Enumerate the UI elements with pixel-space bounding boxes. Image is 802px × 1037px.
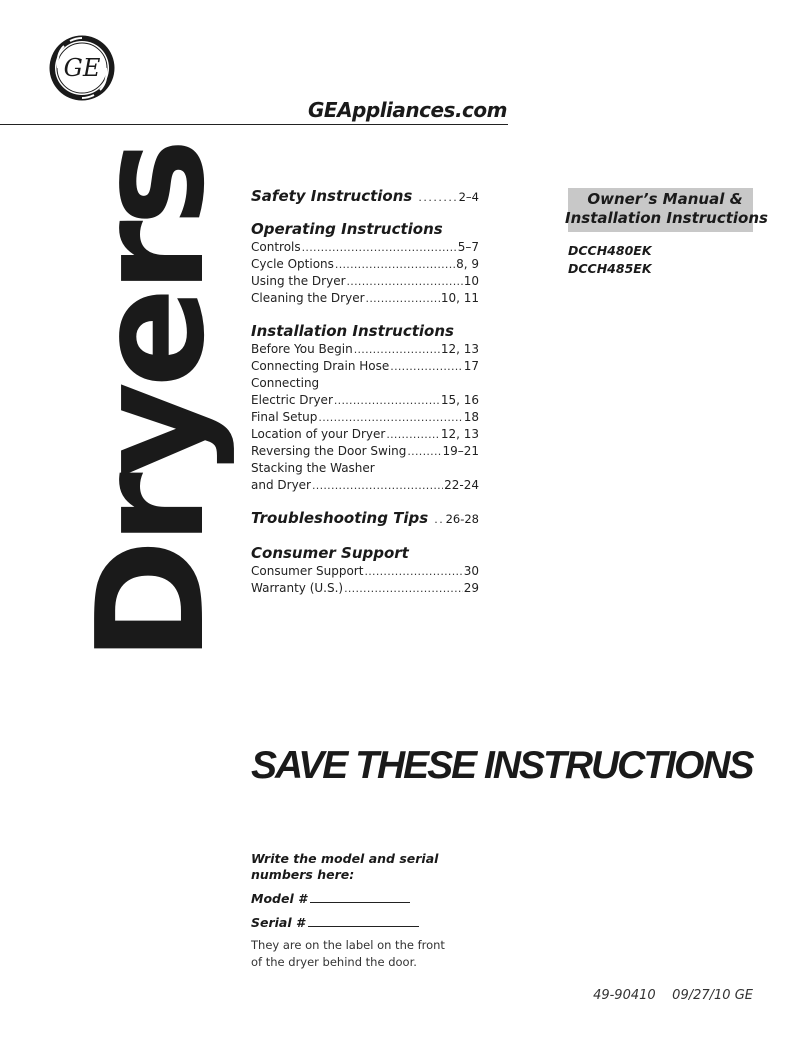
model-number: DCCH480EK [568,243,652,258]
record-prompt: Write the model and serial numbers here: [251,851,439,882]
toc-troubleshooting[interactable] [251,508,479,530]
model-number: DCCH485EK [568,261,652,276]
toc-entry[interactable] [251,409,479,426]
toc-entry-pages: 18 [463,410,479,424]
toc-entry[interactable] [251,358,479,375]
toc-entry[interactable] [251,392,479,409]
toc-entry[interactable] [251,477,479,494]
toc-safety-pages: 2–4 [458,190,479,204]
document-number: 49-90410 09/27/10 GE [593,988,753,1003]
serial-write-line[interactable] [308,914,419,927]
toc-entry-pages: 19–21 [442,444,479,458]
save-instructions-heading: SAVE THESE INSTRUCTIONS [251,744,753,787]
toc-entry-label: Connecting Drain Hose [251,359,390,373]
manual-title [565,190,768,228]
toc-entry-label: Controls [251,240,301,254]
toc-entry-label: Before You Begin [251,342,353,356]
toc-entry-pages: 30 [463,564,479,578]
toc-operating-heading[interactable]: Operating Instructions [251,220,443,238]
toc-entry[interactable] [251,443,479,460]
toc-entry-label: and Dryer [251,478,311,492]
toc-entry[interactable] [251,273,479,290]
toc-entry[interactable] [251,256,479,273]
leader-dots [418,188,456,208]
leader-dots [434,510,443,530]
table-of-contents [251,186,479,597]
toc-safety[interactable] [251,186,479,208]
toc-entry-label: Reversing the Door Swing [251,444,407,458]
website-url: GEAppliances.com [308,98,507,122]
toc-entry-label: Cycle Options [251,257,334,271]
toc-entry-pages: 10 [463,274,479,288]
toc-entry[interactable] [251,341,479,358]
toc-entry-label: Warranty (U.S.) [251,581,344,595]
toc-entry-pages: 12, 13 [440,427,479,441]
toc-entry-label: Consumer Support [251,564,364,578]
toc-consumer-heading[interactable]: Consumer Support [251,544,409,562]
logo-text: GE [63,54,101,82]
model-field-label: Model # [251,891,307,906]
toc-entry-label: Final Setup [251,410,318,424]
toc-entry-pages: 12, 13 [440,342,479,356]
toc-entry[interactable] [251,290,479,307]
toc-entry-label-line[interactable]: Stacking the Washer [251,461,375,475]
serial-field[interactable] [251,914,419,930]
toc-entry-pages: 17 [463,359,479,373]
manual-title-line2: Installation Instructions [565,209,768,227]
toc-entry-label: Location of your Dryer [251,427,386,441]
toc-troubleshooting-label: Troubleshooting Tips [251,509,429,527]
toc-entry-pages: 15, 16 [440,393,479,407]
toc-entry[interactable] [251,580,479,597]
toc-entry[interactable] [251,563,479,580]
toc-entry[interactable] [251,239,479,256]
serial-field-label: Serial # [251,915,305,930]
toc-troubleshooting-pages: 26-28 [445,512,479,526]
toc-safety-label: Safety Instructions [251,187,413,205]
toc-entry-pages: 8, 9 [456,257,479,271]
header-rule [0,124,508,125]
toc-entry-label: Electric Dryer [251,393,333,407]
toc-entry[interactable] [251,426,479,443]
label-location-note: They are on the label on the front of the dryer behind the door. [251,938,445,969]
model-write-line[interactable] [310,890,410,903]
toc-entry-pages: 29 [463,581,479,595]
toc-entry-label: Cleaning the Dryer [251,291,365,305]
toc-entry-pages: 22-24 [444,478,479,492]
toc-installation-heading[interactable]: Installation Instructions [251,322,454,340]
toc-entry-pages: 10, 11 [440,291,479,305]
product-title: Dryers [65,144,237,662]
model-field[interactable] [251,890,410,906]
ge-logo [48,34,116,102]
model-numbers [568,242,652,278]
manual-title-line1: Owner’s Manual & [587,190,743,208]
toc-entry-label-line[interactable]: Connecting [251,376,320,390]
toc-entry-label: Using the Dryer [251,274,346,288]
toc-entry-pages: 5–7 [457,240,479,254]
